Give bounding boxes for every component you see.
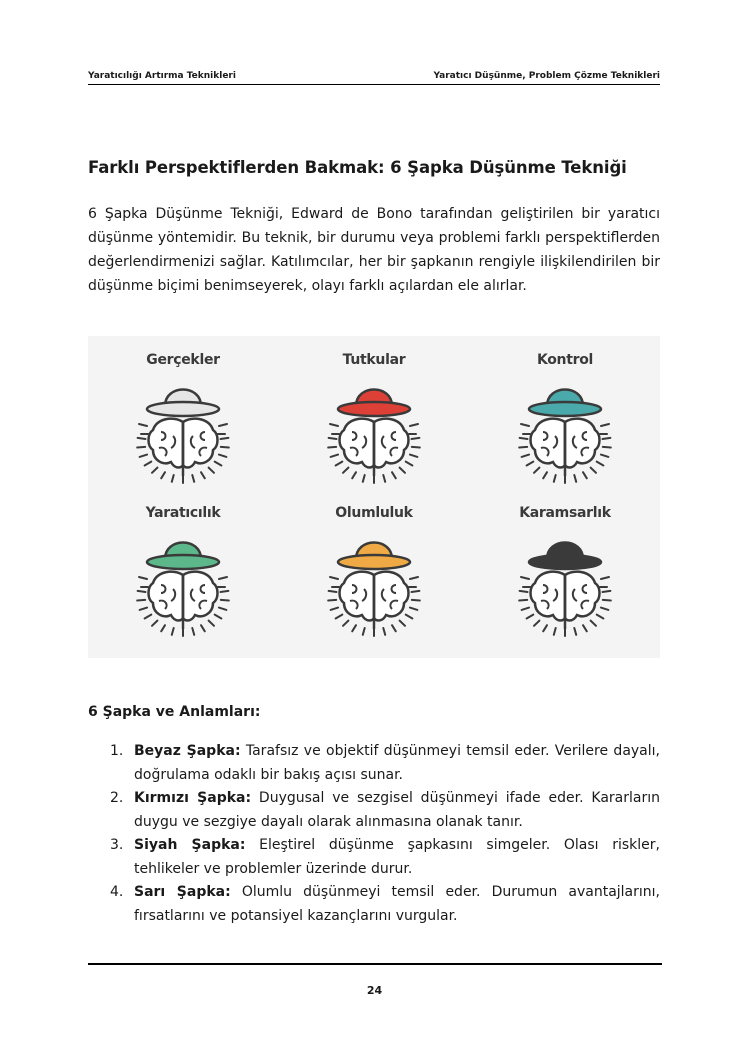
section-title: 6 Şapka ve Anlamları:	[88, 704, 261, 720]
intro-paragraph: 6 Şapka Düşünme Tekniği, Edward de Bono tarafından geliştirilen bir yaratıcı düşünme yöntemidir. Bu teknik, bir durumu veya problemi farklı perspektiflerden değerlendirmenizi sağlar. Katılımcılar, her bir şapkanın rengiyle ilişkilendirilen bir düşünme biçimi benimseyerek, olayı farklı açılardan ele alırlar.	[88, 206, 660, 294]
hat-cell-kontrol	[470, 336, 660, 486]
hat-cell-tutkular	[279, 336, 469, 486]
hat-label: Yaratıcılık	[145, 505, 221, 521]
page-title: Farklı Perspektiflerden Bakmak: 6 Şapka Düşünme Tekniği	[88, 158, 627, 177]
hat-brain-icon	[324, 529, 424, 639]
hat-label: Tutkular	[342, 352, 406, 368]
list-item: 3. Siyah Şapka: Eleştirel düşünme şapkasını simgeler. Olası riskler, tehlikeler ve problemler üzerinde durur.	[110, 837, 660, 877]
hat-meanings-list	[88, 740, 660, 928]
hat-label: Gerçekler	[146, 352, 220, 368]
hat-brain-icon	[324, 376, 424, 486]
footer-rule	[88, 963, 662, 965]
hat-cell-karamsarlik	[470, 489, 660, 639]
running-header	[88, 70, 660, 85]
list-item: 4. Sarı Şapka: Olumlu düşünmeyi temsil eder. Durumun avantajlarını, fırsatlarını ve potansiyel kazançlarını vurgular.	[110, 884, 660, 924]
header-right: Yaratıcı Düşünme, Problem Çözme Teknikleri	[433, 71, 660, 81]
hat-brain-icon	[515, 529, 615, 639]
list-item: 2. Kırmızı Şapka: Duygusal ve sezgisel düşünmeyi ifade eder. Kararların duygu ve sezgiye dayalı olarak alınmasına olanak tanır.	[110, 790, 660, 830]
six-hats-figure	[88, 336, 660, 658]
hat-cell-olumluluk	[279, 489, 469, 639]
hat-cell-yaraticilik	[88, 489, 278, 639]
hat-brain-icon	[133, 376, 233, 486]
hat-cell-gercekler	[88, 336, 278, 486]
hat-label: Kontrol	[536, 352, 594, 368]
hat-brain-icon	[515, 376, 615, 486]
hat-label: Olumluluk	[335, 505, 413, 521]
page-number: 24	[366, 984, 383, 997]
header-left: Yaratıcılığı Artırma Teknikleri	[88, 71, 236, 81]
hat-label: Karamsarlık	[519, 505, 611, 521]
list-item: 1. Beyaz Şapka: Tarafsız ve objektif düşünmeyi temsil eder. Verilere dayalı, doğrulama odaklı bir bakış açısı sunar.	[110, 743, 660, 783]
hat-brain-icon	[133, 529, 233, 639]
